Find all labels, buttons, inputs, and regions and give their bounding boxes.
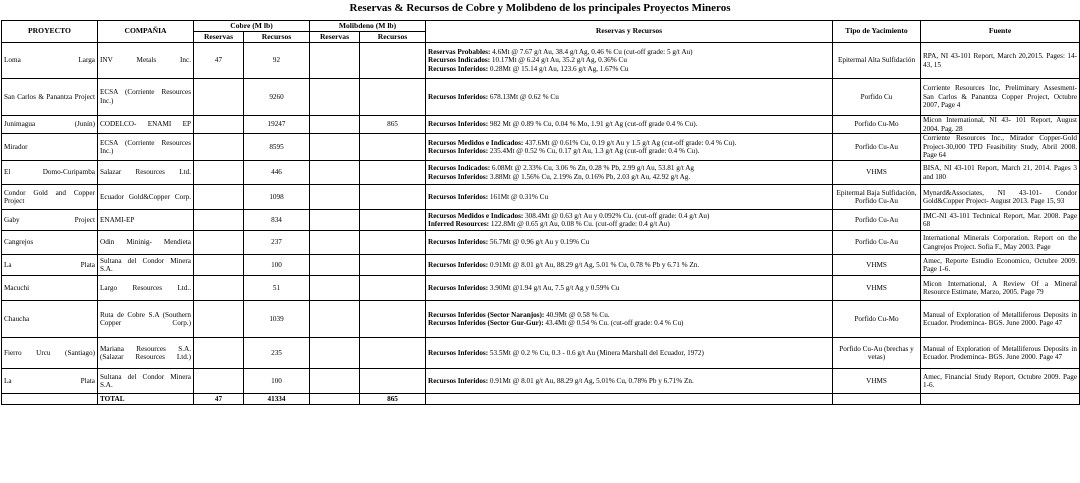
cell-mo-recursos [360, 210, 426, 231]
resource-label: Recursos Inferidos: [428, 348, 489, 357]
cell-compania: Sultana del Condor Minera S.A. [98, 255, 194, 276]
table-row [2, 116, 1080, 134]
cell-cu-recursos: 834 [244, 210, 310, 231]
resource-value: 235.4Mt @ 0.52 % Cu, 0.17 g/t Au, 1.3 g/t Ag (cut-off grade: 0.4 % Cu). [488, 147, 700, 156]
cell-fuente: Amec, Financial Study Report, Octubre 2009. Page 1-6. [921, 369, 1080, 394]
cell-mo-reservas [310, 301, 360, 338]
cell-mo-recursos [360, 301, 426, 338]
cell-compania: ECSA (Corriente Resources Inc.) [98, 134, 194, 161]
resource-line [428, 212, 830, 221]
header-mo-recursos: Recursos [360, 32, 426, 43]
resource-label: Recursos Medidos e Indicados: [428, 211, 524, 220]
resource-value: 122.8Mt @ 0.65 g/t Au, 0.08 % Cu. (cut-off grade: 0.4 g/t Au) [489, 220, 670, 229]
cell-compania: Odin Mininig- Mendieta [98, 231, 194, 255]
cell-fuente: International Minerals Corporation. Report on the Cangrejos Project. Sofia F., May 2003. Page [921, 231, 1080, 255]
cell-cu-recursos: 237 [244, 231, 310, 255]
resource-label: Recursos Inferidos: [428, 192, 489, 201]
reserves-table [1, 20, 1080, 405]
cell-reservas-recursos [426, 134, 833, 161]
header-reservas-recursos: Reservas y Recursos [426, 21, 833, 43]
header-proyecto: PROYECTO [2, 21, 98, 43]
cell-proyecto: Fierro Urcu (Santiago) [2, 338, 98, 369]
cell-tipo: VHMS [833, 369, 921, 394]
table-row [2, 338, 1080, 369]
resource-value: 4.6Mt @ 7.67 g/t Au, 38.4 g/t Ag, 0.46 % Cu (cut-off grade: 5 g/t Au) [490, 47, 693, 56]
cell-compania: Mariana Resources S.A. (Salazar Resources Ltd.) [98, 338, 194, 369]
cell-tipo: Porfido Cu-Au (brechas y vetas) [833, 338, 921, 369]
resource-value: 0.91Mt @ 8.01 g/t Au, 88.29 g/t Ag, 5.01% Cu, 0.78% Pb y 6.71% Zn. [488, 376, 694, 385]
resource-label: Recursos Inferidos: [428, 238, 489, 247]
resource-label: Recursos Inferidos: [428, 120, 489, 129]
table-row [2, 301, 1080, 338]
resource-value: 40.9Mt @ 0.58 % Cu. [544, 310, 610, 319]
resource-label: Recursos Medidos e Indicados: [428, 138, 524, 147]
cell-mo-reservas [310, 79, 360, 116]
cell-proyecto: El Domo-Curipamba [2, 161, 98, 185]
total-cu-recursos: 41334 [244, 394, 310, 405]
total-cu-reservas: 47 [194, 394, 244, 405]
table-row [2, 276, 1080, 301]
cell-mo-recursos [360, 255, 426, 276]
cell-compania: Sultana del Condor Minera S.A. [98, 369, 194, 394]
cell-cu-reservas [194, 134, 244, 161]
cell-proyecto: Macuchi [2, 276, 98, 301]
resource-value: 3.88Mt @ 1.56% Cu, 2.19% Zn, 0.16% Pb, 2.03 g/t Au, 42.92 g/t Ag. [488, 172, 691, 181]
cell-cu-recursos: 1098 [244, 185, 310, 210]
cell-empty [426, 394, 833, 405]
resource-label: Inferred Resources: [428, 220, 490, 229]
resource-line [428, 139, 830, 148]
resource-line [428, 147, 830, 156]
cell-cu-reservas [194, 255, 244, 276]
cell-mo-reservas [310, 134, 360, 161]
table-body [2, 43, 1080, 405]
cell-compania: Salazar Resources Ltd. [98, 161, 194, 185]
resource-label: Recursos Indicados: [428, 56, 491, 65]
resource-line [428, 261, 830, 270]
header-mo-reservas: Reservas [310, 32, 360, 43]
cell-proyecto: Junimagua (Junín) [2, 116, 98, 134]
cell-fuente: Corriente Resources Inc, Preliminary Assesment- San Carlos & Panantza Copper Project, Octubre 2007, Page 4 [921, 79, 1080, 116]
cell-fuente: BISA, NI 43-101 Report, March 21, 2014. Pages 3 and 180 [921, 161, 1080, 185]
cell-cu-reservas [194, 185, 244, 210]
resource-label: Recursos Inferidos: [428, 283, 489, 292]
cell-cu-recursos: 19247 [244, 116, 310, 134]
cell-mo-recursos [360, 185, 426, 210]
cell-cu-reservas [194, 369, 244, 394]
cell-reservas-recursos [426, 116, 833, 134]
cell-cu-reservas [194, 338, 244, 369]
resource-value: 43.4Mt @ 0.54 % Cu. (cut-off grade: 0.4 % Cu) [543, 319, 684, 328]
cell-reservas-recursos [426, 43, 833, 79]
resource-label: Recursos Inferidos (Sector Naranjos): [428, 310, 545, 319]
cell-reservas-recursos [426, 79, 833, 116]
resource-line [428, 377, 830, 386]
cell-tipo: Epitermal Alta Sulfidación [833, 43, 921, 79]
resource-label: Recursos Inferidos: [428, 376, 489, 385]
table-row [2, 43, 1080, 79]
resource-value: 10.17Mt @ 6.24 g/t Au, 35.2 g/t Ag, 0.36% Cu [490, 56, 627, 65]
cell-compania: Largo Resources Ltd.. [98, 276, 194, 301]
cell-fuente: Amec, Reporte Estudio Economico, Octubre 2009. Page 1-6. [921, 255, 1080, 276]
total-mo-recursos: 865 [360, 394, 426, 405]
resource-value: 53.5Mt @ 0.2 % Cu, 0.3 - 0.6 g/t Au (Minera Marshall del Ecuador, 1972) [488, 348, 704, 357]
cell-proyecto: Loma Larga [2, 43, 98, 79]
cell-compania: Ecuador Gold&Copper Corp. [98, 185, 194, 210]
header-molibdeno: Molibdeno (M lb) [310, 21, 426, 32]
cell-mo-reservas [310, 338, 360, 369]
resource-line [428, 93, 830, 102]
resource-line [428, 311, 830, 320]
table-row [2, 161, 1080, 185]
cell-fuente: Manual of Exploration of Metalliferous Deposits in Ecuador. Prodeminca- BGS. June 2000. Page 47 [921, 338, 1080, 369]
cell-proyecto: San Carlos & Panantza Project [2, 79, 98, 116]
table-row [2, 369, 1080, 394]
resource-line [428, 65, 830, 74]
cell-mo-recursos [360, 369, 426, 394]
table-row [2, 185, 1080, 210]
cell-reservas-recursos [426, 276, 833, 301]
cell-mo-reservas [310, 231, 360, 255]
cell-mo-reservas [310, 369, 360, 394]
cell-proyecto: Gaby Project [2, 210, 98, 231]
cell-mo-reservas [310, 185, 360, 210]
header-tipo: Tipo de Yacimiento [833, 21, 921, 43]
resource-value: 437.6Mt @ 0.61% Cu, 0.19 g/t Au y 1.5 g/t Ag (cut-off grade: 0.4 % Cu). [523, 138, 737, 147]
cell-compania: ENAMI-EP [98, 210, 194, 231]
resource-line [428, 56, 830, 65]
resource-line [428, 349, 830, 358]
cell-tipo: Porfido Cu-Au [833, 231, 921, 255]
resource-label: Recursos Inferidos: [428, 260, 489, 269]
cell-reservas-recursos [426, 301, 833, 338]
cell-cu-reservas [194, 210, 244, 231]
cell-mo-recursos [360, 43, 426, 79]
header-fuente: Fuente [921, 21, 1080, 43]
cell-tipo: Porfido Cu-Au [833, 134, 921, 161]
table-row [2, 255, 1080, 276]
cell-compania: INV Metals Inc. [98, 43, 194, 79]
cell-proyecto: Chaucha [2, 301, 98, 338]
resource-line [428, 120, 830, 129]
cell-proyecto: La Plata [2, 369, 98, 394]
cell-compania: ECSA (Corriente Resources Inc.) [98, 79, 194, 116]
cell-fuente: IMC-NI 43-101 Technical Report, Mar. 2008. Page 68 [921, 210, 1080, 231]
resource-line [428, 193, 830, 202]
cell-mo-reservas [310, 210, 360, 231]
cell-cu-recursos: 446 [244, 161, 310, 185]
total-mo-reservas [310, 394, 360, 405]
resource-value: 0.28Mt @ 15.14 g/t Au, 123.6 g/t Ag, 1.67% Cu [488, 64, 629, 73]
cell-fuente: Micon International, A Review Of a Mineral Resource Estimate, Marzo, 2005. Page 79 [921, 276, 1080, 301]
cell-mo-recursos: 865 [360, 116, 426, 134]
cell-tipo: VHMS [833, 161, 921, 185]
cell-tipo: Porfido Cu-Au [833, 210, 921, 231]
total-label: TOTAL [98, 394, 194, 405]
cell-mo-recursos [360, 231, 426, 255]
cell-fuente: Corriente Resources Inc., Mirador Copper-Gold Project-30,000 TPD Feasibility Study, Abril 2008. Page 64 [921, 134, 1080, 161]
cell-mo-reservas [310, 161, 360, 185]
cell-proyecto: Condor Gold and Copper Project [2, 185, 98, 210]
page-title: Reservas & Recursos de Cobre y Molibdeno de los principales Proyectos Mineros [349, 2, 731, 14]
cell-mo-recursos [360, 79, 426, 116]
cell-mo-reservas [310, 255, 360, 276]
cell-compania: Ruta de Cobre S.A (Southern Copper Corp.) [98, 301, 194, 338]
cell-cu-recursos: 51 [244, 276, 310, 301]
resource-label: Recursos Indicados: [428, 164, 491, 173]
resource-line [428, 284, 830, 293]
cell-cu-recursos: 100 [244, 255, 310, 276]
cell-proyecto: Mirador [2, 134, 98, 161]
resource-label: Recursos Inferidos: [428, 147, 489, 156]
table-row [2, 134, 1080, 161]
resource-line [428, 319, 830, 328]
resource-value: 6.08Mt @ 2.33% Cu, 3.06 % Zn, 0.28 % Pb, 2.99 g/t Au, 53.81 g/t Ag [490, 164, 695, 173]
cell-reservas-recursos [426, 185, 833, 210]
resource-line [428, 238, 830, 247]
cell-cu-recursos: 9260 [244, 79, 310, 116]
cell-reservas-recursos [426, 231, 833, 255]
cell-reservas-recursos [426, 338, 833, 369]
cell-cu-reservas [194, 276, 244, 301]
resource-line [428, 173, 830, 182]
resource-line [428, 220, 830, 229]
cell-fuente: Mynard&Associates, NI 43-101- Condor Gold&Copper Project- August 2013. Page 15, 93 [921, 185, 1080, 210]
cell-cu-reservas [194, 231, 244, 255]
cell-reservas-recursos [426, 210, 833, 231]
resource-label: Recursos Inferidos: [428, 172, 489, 181]
cell-cu-reservas [194, 116, 244, 134]
cell-cu-recursos: 1039 [244, 301, 310, 338]
resource-value: 56.7Mt @ 0.96 g/t Au y 0.19% Cu [488, 238, 590, 247]
resource-value: 678.13Mt @ 0.62 % Cu [488, 92, 559, 101]
cell-cu-reservas [194, 301, 244, 338]
cell-cu-recursos: 235 [244, 338, 310, 369]
cell-mo-reservas [310, 116, 360, 134]
cell-mo-reservas [310, 276, 360, 301]
cell-cu-reservas [194, 161, 244, 185]
cell-mo-recursos [360, 134, 426, 161]
cell-reservas-recursos [426, 161, 833, 185]
cell-empty [921, 394, 1080, 405]
cell-proyecto: La Plata [2, 255, 98, 276]
table-row [2, 79, 1080, 116]
cell-proyecto: Cangrejos [2, 231, 98, 255]
header-cobre: Cobre (M lb) [194, 21, 310, 32]
resource-value: 982 Mt @ 0.89 % Cu, 0.04 % Mo, 1.91 g/t Ag (cut-off grade 0.4 % Cu). [488, 120, 698, 129]
resource-line [428, 164, 830, 173]
cell-fuente: Manual of Exploration of Metalliferous Deposits in Ecuador. Prodeminca- BGS. June 2000. Page 47 [921, 301, 1080, 338]
resource-label: Reservas Probables: [428, 47, 491, 56]
resource-value: 161Mt @ 0.31% Cu [488, 192, 549, 201]
cell-compania: CODELCO- ENAMI EP [98, 116, 194, 134]
cell-tipo: Porfido Cu-Mo [833, 301, 921, 338]
cell-mo-reservas [310, 43, 360, 79]
cell-mo-recursos [360, 276, 426, 301]
cell-tipo: VHMS [833, 255, 921, 276]
header-cu-reservas: Reservas [194, 32, 244, 43]
resource-line [428, 48, 830, 57]
resource-label: Recursos Inferidos (Sector Gur-Gur): [428, 319, 544, 328]
cell-cu-reservas [194, 79, 244, 116]
cell-cu-reservas: 47 [194, 43, 244, 79]
cell-cu-recursos: 8595 [244, 134, 310, 161]
resource-label: Recursos Inferidos: [428, 64, 489, 73]
cell-reservas-recursos [426, 369, 833, 394]
resource-value: 308.4Mt @ 0.63 g/t Au y 0.092% Cu. (cut-off grade: 0.4 g/t Au) [523, 211, 710, 220]
cell-cu-recursos: 100 [244, 369, 310, 394]
header-cu-recursos: Recursos [244, 32, 310, 43]
resource-value: 3.90Mt @1.94 g/t Au, 7.5 g/t Ag y 0.59% Cu [488, 283, 620, 292]
cell-empty [2, 394, 98, 405]
table-row [2, 210, 1080, 231]
resource-value: 0.91Mt @ 8.01 g/t Au, 88.29 g/t Ag, 5.01 % Cu, 0.78 % Pb y 6.71 % Zn. [488, 260, 700, 269]
cell-tipo: Epitermal Baja Sulfidación, Porfido Cu-Au [833, 185, 921, 210]
cell-tipo: Porfido Cu-Mo [833, 116, 921, 134]
cell-cu-recursos: 92 [244, 43, 310, 79]
cell-fuente: Micon International, NI 43- 101 Report, August 2004. Pag. 28 [921, 116, 1080, 134]
header-compania: COMPAÑIA [98, 21, 194, 43]
cell-mo-recursos [360, 338, 426, 369]
cell-mo-recursos [360, 161, 426, 185]
resource-label: Recursos Inferidos: [428, 92, 489, 101]
cell-reservas-recursos [426, 255, 833, 276]
total-row [2, 394, 1080, 405]
cell-tipo: Porfido Cu [833, 79, 921, 116]
table-row [2, 231, 1080, 255]
cell-tipo: VHMS [833, 276, 921, 301]
cell-fuente: RPA, NI 43-101 Report, March 20,2015. Pages: 14-43, 15 [921, 43, 1080, 79]
cell-empty [833, 394, 921, 405]
